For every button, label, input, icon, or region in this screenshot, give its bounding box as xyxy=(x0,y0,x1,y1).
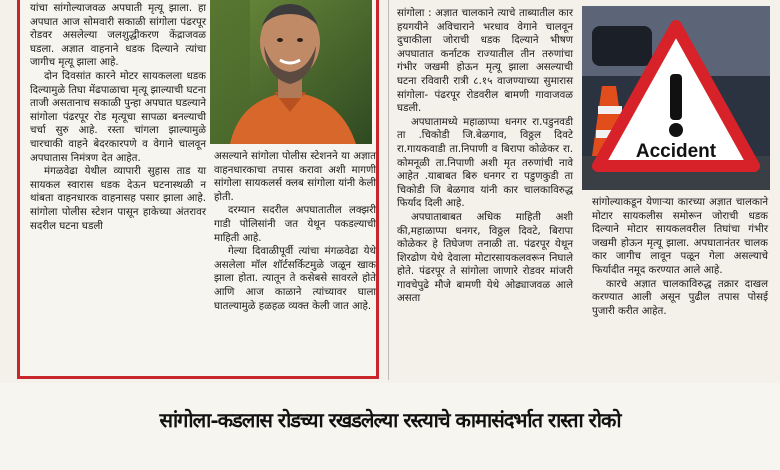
column-divider xyxy=(388,0,389,380)
paragraph: अपघातामध्ये महाळाप्पा धनगर रा.पडुनवडी ता .चिकोडी जि.बेळगाव, विठ्ठल दिवटे रा.गायकवाडी ता.निपाणी व बिरापा कोळेकर रा. कोमनूळी ता.निपाणी अशी मृत तरुणांची नावे आहेत .याबाबत बिरु धनगर रा पडुणकुडी ता चिकोडी जि बेळगाव यांनी कार चालकाविरुद्ध फिर्याद दिली आहे. xyxy=(397,116,573,210)
portrait-photo xyxy=(210,0,372,144)
right-article-column-1 xyxy=(397,7,573,306)
paragraph: कारचे अज्ञात चालकाविरुद्ध तक्रार दाखल करण्यात आली असून पुढील तपास पोसई पुजारी करीत आहेत. xyxy=(592,278,768,317)
paragraph: असल्याने सांगोला पोलीस स्टेशनने या अज्ञात वाहनधारकाचा तपास करावा अशी मागणी सांगोला सायकलर्स क्लब सांगोला यांनी केली होती. xyxy=(214,151,376,203)
paragraph: दरम्यान सदरील अपघातातील लक्झरी गाडी पोलिसांनी जत येथून पकडल्याची माहिती आहे. xyxy=(214,205,376,244)
left-article-column-2 xyxy=(214,150,376,313)
paragraph: यांचा सांगोल्याजवळ अपघाती मृत्यू झाला. हा अपघात आज सोमवारी सकाळी सांगोला पंढरपूर रोडवर असलेल्या जलशुद्धीकरण केंद्राजवळ घडला. अज्ञात वाहनाने धडक दिल्याने त्यांचा जागीच मृत्यू झाला आहे. xyxy=(30,3,206,69)
paragraph: मंगळवेढा येथील व्यापारी सुहास ताड या सायकल स्वारास धडक देऊन घटनास्थळी न थांबता वाहनधारक वाहनासह पसार झाला आहे. सांगोला पोलीस स्टेशन पासून हाकेच्या अंतरावर सदरील घटना घडली xyxy=(30,166,206,232)
paragraph: सांगोल्याकडून येणाऱ्या कारच्या अज्ञात चालकाने मोटार सायकलीस समोरून जोराची धडक दिल्याने मोटार सायकलवरील तिघांचा गंभीर जखमी होऊन मृत्यू झाला. अपघातानंतर चालक कार जागीच लावून पळून गेला असल्याचे फिर्यादीत नमूद करण्यात आले आहे. xyxy=(592,197,768,276)
paragraph: दोन दिवसांत कारने मोटर सायकलला धडक दिल्यामुळे तिघा मेंढपाळाचा मृत्यू झाल्याची घटना ताजी असतानाच सकाळी पुन्हा अपघात घडल्याने सांगोला पंढरपूर रोड मृत्यूचा सापळा बनल्याची चर्चा सुरु आहे. रस्ता चांगला झाल्यामुळे चारचाकी वाहने बेदरकारपणे व वेगाने चालवून अपघातास निमंत्रण देत आहेत. xyxy=(30,70,206,164)
paragraph: गेल्या दिवाळीपूर्वी त्यांचा मंगळवेढा येथे असलेला मॉल शॉर्टसर्किटमुळे जळून खाक झाला होता. त्यातून ते कसेबसे सावरले होते आणि आज काळाने त्यांच्यावर घाला घातल्यामुळे हळहळ व्यक्त केली जात आहे. xyxy=(214,246,376,312)
accident-sign-text: Accident xyxy=(635,141,717,162)
left-article-column-1 xyxy=(30,2,206,233)
paragraph: सांगोला : अज्ञात चालकाने त्याचे ताब्यातील कार हयगयीने अविचाराने भरधाव वेगाने चालवून दुचाकीला जोराची धडक दिल्याने भीषण अपघातात कर्नाटक राज्यातील तीन तरुणांचा गंभीर जखमी होऊन मृत्यू झाला असल्याची घटना रविवारी रात्री ८.१५ वाजण्याच्या सुमारास सांगोला- पंढरपूर रोडवरील बामणी गावाजवळ घडली. xyxy=(397,8,573,115)
page-headline: सांगोला-कडलास रोडच्या रखडलेल्या रस्त्याचे कामासंदर्भात रास्ता रोको xyxy=(159,408,621,432)
right-article-column-2 xyxy=(592,196,768,318)
paragraph: अपघाताबाबत अधिक माहिती अशी की,महाळाप्पा धनगर, विठ्ठल दिवटे, बिरापा कोळेकर हे तिघेजण तनाळी ता. पंढरपूर येथून शिरढोण येथे देवाला मोटारसायकलवरून निघाले होते. पंढरपूर ते सांगोला जाणारे रोडवर मांजरी गावचेपुढे मौजे बामणी येथे ओढ्याजवळ आले असता xyxy=(397,211,573,305)
accident-sign-photo xyxy=(582,6,770,190)
